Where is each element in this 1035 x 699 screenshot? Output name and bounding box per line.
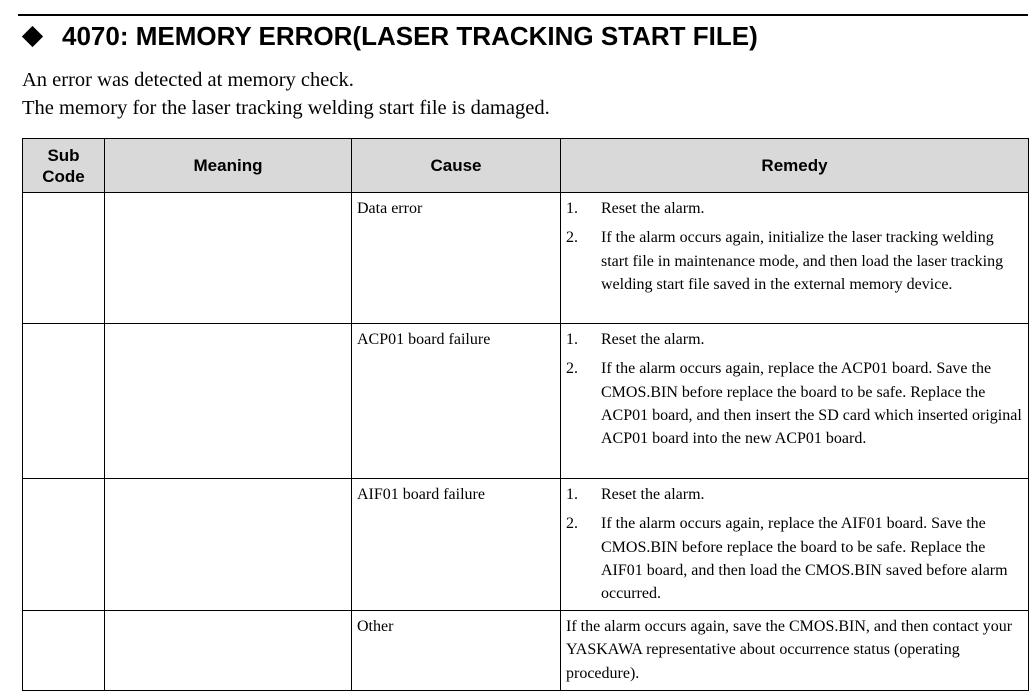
cause-cell: Other	[352, 611, 561, 691]
cause-cell: Data error	[352, 193, 561, 324]
remedy-steps	[566, 328, 1024, 450]
remedy-cell	[561, 479, 1029, 611]
sub-code-cell	[23, 193, 105, 324]
step-number: 2.	[566, 515, 578, 533]
step-text: If the alarm occurs again, initialize the laser tracking welding start file in maintenance mode, and then load the laser tracking welding start file saved in the external memory device.	[601, 229, 1004, 293]
meaning-cell	[105, 324, 352, 479]
header-sub-code: Sub Code	[23, 139, 105, 193]
step-text: If the alarm occurs again, replace the AIF01 board. Save the CMOS.BIN before replace the board to be safe. Replace the AIF01 board, and then load the CMOS.BIN saved before alarm occurred.	[601, 515, 1008, 603]
remedy-steps	[566, 197, 1024, 296]
step-text: Reset the alarm.	[601, 486, 705, 503]
step-number: 1.	[566, 200, 578, 217]
step-number: 2.	[566, 360, 578, 378]
remedy-step	[566, 512, 1024, 605]
meaning-cell	[105, 193, 352, 324]
meaning-cell	[105, 611, 352, 691]
table-header-row	[23, 139, 1029, 193]
cause-cell: ACP01 board failure	[352, 324, 561, 479]
sub-code-cell	[23, 611, 105, 691]
table-row	[23, 611, 1029, 691]
remedy-step	[566, 197, 1024, 220]
description-line: The memory for the laser tracking welding start file is damaged.	[22, 97, 550, 119]
remedy-step	[566, 226, 1024, 296]
diamond-bullet-icon	[22, 26, 43, 47]
description-line: An error was detected at memory check.	[22, 69, 354, 91]
alarm-table	[22, 138, 1029, 691]
heading-rule	[18, 14, 1028, 16]
table-row	[23, 479, 1029, 611]
remedy-cell	[561, 324, 1029, 479]
remedy-cell: If the alarm occurs again, save the CMOS.BIN, and then contact your YASKAWA representative about occurrence status (operating procedure).	[561, 611, 1029, 691]
remedy-step	[566, 328, 1024, 351]
step-number: 2.	[566, 229, 578, 247]
sub-code-cell	[23, 324, 105, 479]
remedy-step	[566, 357, 1024, 450]
remedy-cell	[561, 193, 1029, 324]
table-row	[23, 324, 1029, 479]
remedy-step	[566, 483, 1024, 506]
remedy-steps	[566, 483, 1024, 605]
alarm-title: 4070: MEMORY ERROR(LASER TRACKING START FILE)	[62, 21, 758, 51]
step-number: 1.	[566, 331, 578, 348]
step-text: If the alarm occurs again, replace the ACP01 board. Save the CMOS.BIN before replace the board to be safe. Replace the ACP01 board, and then insert the SD card which inserted original ACP01 board into the new ACP01 board.	[601, 360, 1022, 448]
meaning-cell	[105, 479, 352, 611]
sub-code-cell	[23, 479, 105, 611]
alarm-description	[22, 66, 550, 122]
cause-cell: AIF01 board failure	[352, 479, 561, 611]
table-row	[23, 193, 1029, 324]
alarm-heading	[22, 21, 758, 52]
header-remedy: Remedy	[561, 139, 1029, 193]
step-text: Reset the alarm.	[601, 331, 705, 348]
header-cause: Cause	[352, 139, 561, 193]
step-text: Reset the alarm.	[601, 200, 705, 217]
header-meaning: Meaning	[105, 139, 352, 193]
step-number: 1.	[566, 486, 578, 503]
